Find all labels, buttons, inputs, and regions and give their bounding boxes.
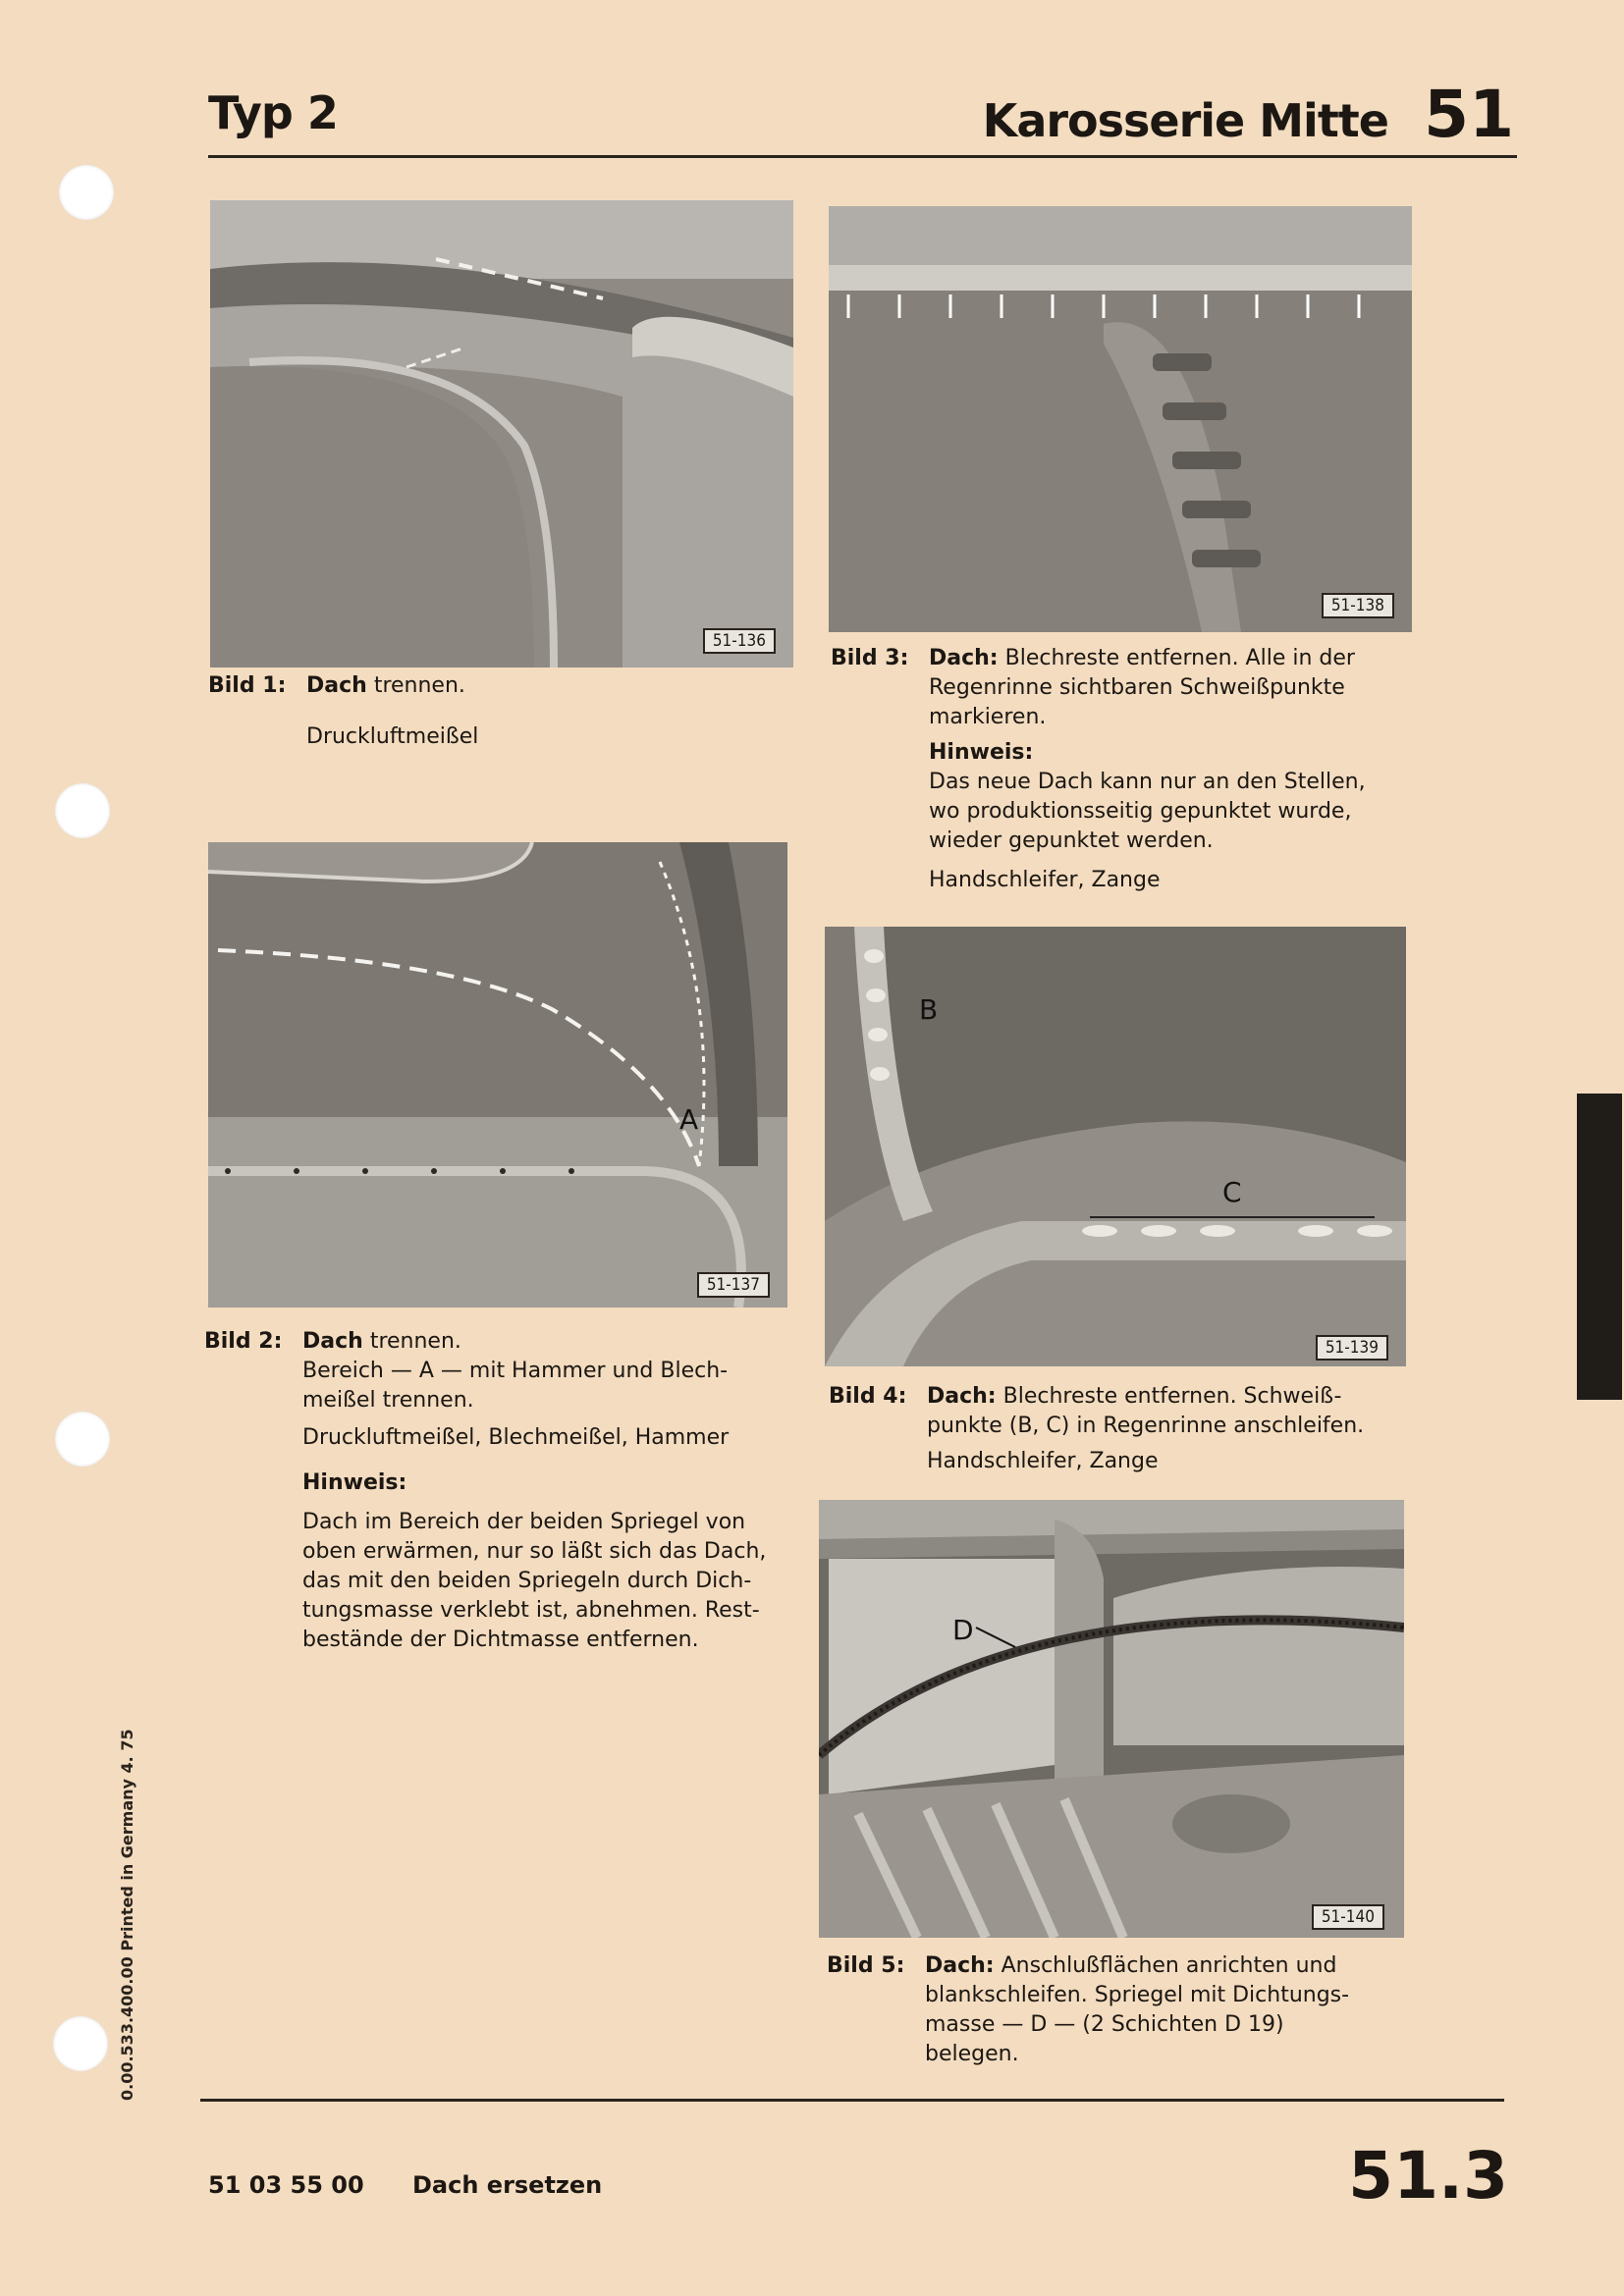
photo-bild-3 [829,206,1412,632]
photo-bild-2 [208,842,787,1308]
caption-line: masse — D — (2 Schichten D 19) [925,2012,1284,2037]
caption-lead: Dach: [925,1953,995,1978]
marker-d: D [952,1614,974,1646]
caption-lead: Dach: [927,1384,997,1409]
caption-line: belegen. [925,2042,1019,2066]
figure-tag: 51-138 [1322,593,1394,618]
photo-bild-1 [210,200,793,667]
page-number: 51.3 [1348,2138,1508,2214]
caption-lead: Dach [306,673,367,698]
punch-hole [53,2016,108,2071]
caption-tools: Druckluftmeißel [306,724,479,749]
figure-tag: 51-136 [703,628,776,654]
caption-line: meißel trennen. [302,1388,474,1413]
caption-line: Anschlußflächen anrichten und [1001,1953,1337,1978]
caption-line: Regenrinne sichtbaren Schweißpunkte [929,675,1345,700]
note-line: Das neue Dach kann nur an den Stellen, [929,770,1366,794]
caption-label: Bild 5: [827,1953,905,1978]
caption-bild-1 [208,671,797,770]
caption-line: Bereich — A — mit Hammer und Blech- [302,1359,729,1383]
note-line: tungsmasse verklebt ist, abnehmen. Rest- [302,1598,760,1623]
header-section: Karosserie Mitte [982,94,1388,147]
punch-hole [55,783,110,838]
note-line: bestände der Dichtmasse entfernen. [302,1628,699,1652]
header-section-number: 51 [1424,77,1514,152]
caption-tools: Druckluftmeißel, Blechmeißel, Hammer [302,1425,730,1450]
caption-text: trennen. [369,1329,461,1354]
caption-bild-3 [831,644,1420,909]
caption-line: Blechreste entfernen. Schweiß- [1002,1384,1342,1409]
caption-lead: Dach [302,1329,363,1354]
header-type: Typ 2 [208,86,338,139]
caption-label: Bild 2: [204,1329,283,1354]
footer-rule [200,2099,1504,2102]
caption-text: trennen. [373,673,465,698]
caption-lead: Dach: [929,646,999,670]
section-tab-marker [1577,1094,1622,1400]
marker-b: B [919,993,939,1026]
caption-label: Bild 4: [829,1384,907,1409]
note-line: Dach im Bereich der beiden Spriegel von [302,1510,746,1534]
caption-bild-4 [829,1382,1418,1490]
figure-tag: 51-140 [1312,1904,1384,1930]
figure-tag: 51-137 [697,1272,770,1298]
punch-hole [59,165,114,220]
caption-line: blankschleifen. Spriegel mit Dichtungs- [925,1983,1350,2007]
figure-tag: 51-139 [1316,1335,1388,1361]
caption-tools: Handschleifer, Zange [927,1449,1159,1473]
marker-a: A [679,1103,699,1136]
caption-label: Bild 1: [208,673,287,698]
photo-bild-4 [825,927,1406,1366]
caption-bild-2 [204,1327,803,1690]
photo-bild-5 [819,1500,1404,1938]
note-heading: Hinweis: [302,1470,407,1495]
caption-bild-5 [827,1951,1416,2079]
note-line: wo produktionsseitig gepunktet wurde, [929,799,1352,824]
print-info: 0.00.533.400.00 Printed in Germany 4. 75 [118,1729,136,2101]
marker-c: C [1222,1176,1242,1208]
caption-label: Bild 3: [831,646,909,670]
footer-title: Dach ersetzen [412,2171,603,2199]
header-rule [208,155,1517,158]
punch-hole [55,1412,110,1467]
note-heading: Hinweis: [929,740,1034,765]
caption-line: punkte (B, C) in Regenrinne anschleifen. [927,1414,1365,1438]
note-line: wieder gepunktet werden. [929,828,1214,853]
caption-line: Blechreste entfernen. Alle in der [1004,646,1355,670]
footer-code: 51 03 55 00 [208,2171,364,2199]
caption-line: markieren. [929,705,1047,729]
note-line: das mit den beiden Spriegeln durch Dich- [302,1569,752,1593]
caption-tools: Handschleifer, Zange [929,868,1161,892]
note-line: oben erwärmen, nur so läßt sich das Dach, [302,1539,767,1564]
